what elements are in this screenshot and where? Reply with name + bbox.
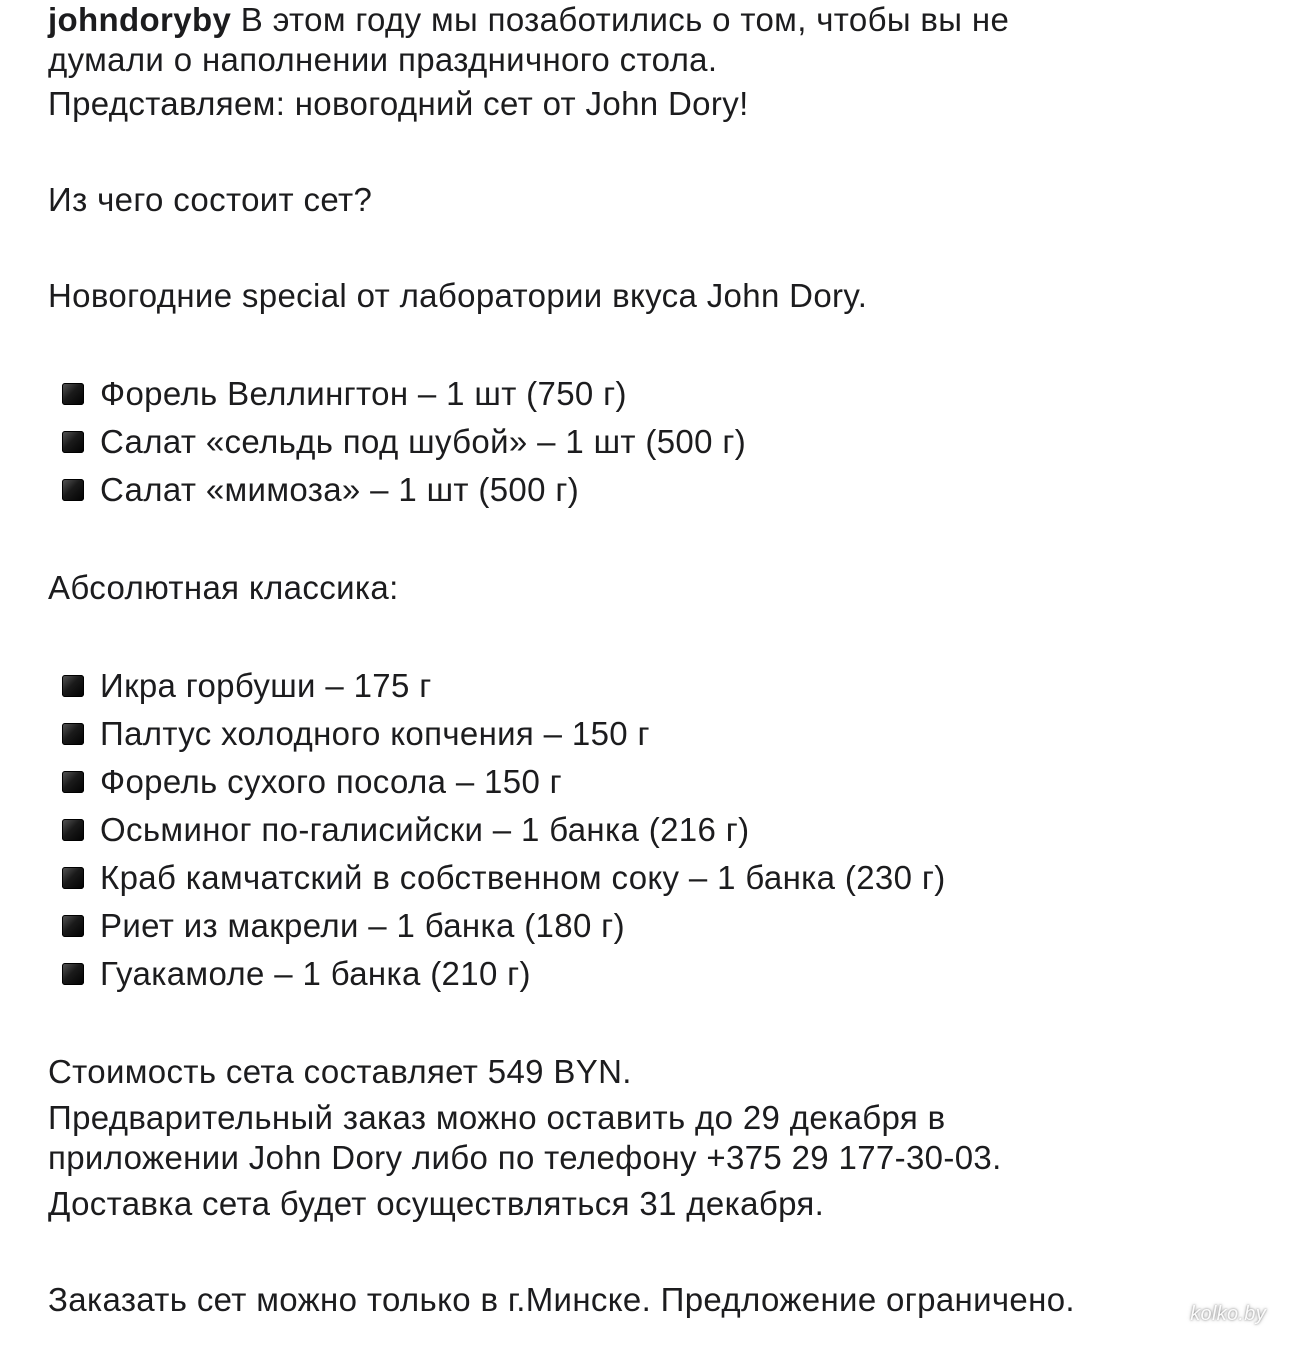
list-item (48, 758, 1248, 806)
list-item-text: Осьминог по-галисийски – 1 банка (216 г) (100, 811, 750, 848)
spacer (48, 318, 1248, 370)
watermark-logo: kolko.by (1190, 1303, 1266, 1325)
list-item-text: Риет из макрели – 1 банка (180 г) (100, 907, 625, 944)
list-item-text: Салат «сельдь под шубой» – 1 шт (500 г) (100, 423, 747, 460)
list-item (48, 806, 1248, 854)
post-caption (48, 0, 1248, 1322)
caption-intro-line-3: Представляем: новогодний сет от John Dory! (48, 85, 749, 122)
list-item (48, 950, 1248, 998)
list-item-text: Краб камчатский в собственном соку – 1 банка (230 г) (100, 859, 946, 896)
list-item (48, 370, 1248, 418)
list-item-text: Форель сухого посола – 150 г (100, 763, 563, 800)
caption-intro-line-1 (48, 0, 1248, 40)
preorder-line-2: приложении John Dory либо по телефону +375 29 177-30-03. (48, 1139, 1002, 1176)
list-item (48, 710, 1248, 758)
caption-question: Из чего состоит сет? (48, 181, 373, 218)
price-line: Стоимость сета составляет 549 BYN. (48, 1053, 632, 1090)
intro-text-1: В этом году мы позаботились о том, чтобы вы не (231, 1, 1010, 38)
list-item (48, 902, 1248, 950)
black-square-icon (62, 771, 84, 793)
spacer (48, 222, 1248, 274)
list-item (48, 854, 1248, 902)
spacer (48, 610, 1248, 662)
black-square-icon (62, 479, 84, 501)
preorder-line-1: Предварительный заказ можно оставить до 29 декабря в (48, 1099, 946, 1136)
spacer (48, 1226, 1248, 1278)
black-square-icon (62, 915, 84, 937)
list-item-text: Гуакамоле – 1 банка (210 г) (100, 955, 531, 992)
black-square-icon (62, 675, 84, 697)
list-item-text: Салат «мимоза» – 1 шт (500 г) (100, 471, 580, 508)
list-item-text: Икра горбуши – 175 г (100, 667, 432, 704)
black-square-icon (62, 383, 84, 405)
spacer (48, 514, 1248, 566)
special-items-list (48, 370, 1248, 514)
black-square-icon (62, 723, 84, 745)
black-square-icon (62, 431, 84, 453)
special-heading: Новогодние special от лаборатории вкуса John Dory. (48, 277, 868, 314)
list-item (48, 418, 1248, 466)
caption-intro-line-2: думали о наполнении праздничного стола. (48, 41, 718, 78)
list-item-text: Палтус холодного копчения – 150 г (100, 715, 650, 752)
list-item-text: Форель Веллингтон – 1 шт (750 г) (100, 375, 627, 412)
classic-heading: Абсолютная классика: (48, 569, 399, 606)
black-square-icon (62, 867, 84, 889)
username-link[interactable]: johndoryby (48, 1, 232, 38)
spacer (48, 126, 1248, 178)
list-item (48, 662, 1248, 710)
spacer (48, 998, 1248, 1050)
delivery-line: Доставка сета будет осуществляться 31 декабря. (48, 1185, 825, 1222)
black-square-icon (62, 963, 84, 985)
list-item (48, 466, 1248, 514)
classic-items-list (48, 662, 1248, 998)
black-square-icon (62, 819, 84, 841)
closing-line: Заказать сет можно только в г.Минске. Предложение ограничено. (48, 1281, 1075, 1318)
